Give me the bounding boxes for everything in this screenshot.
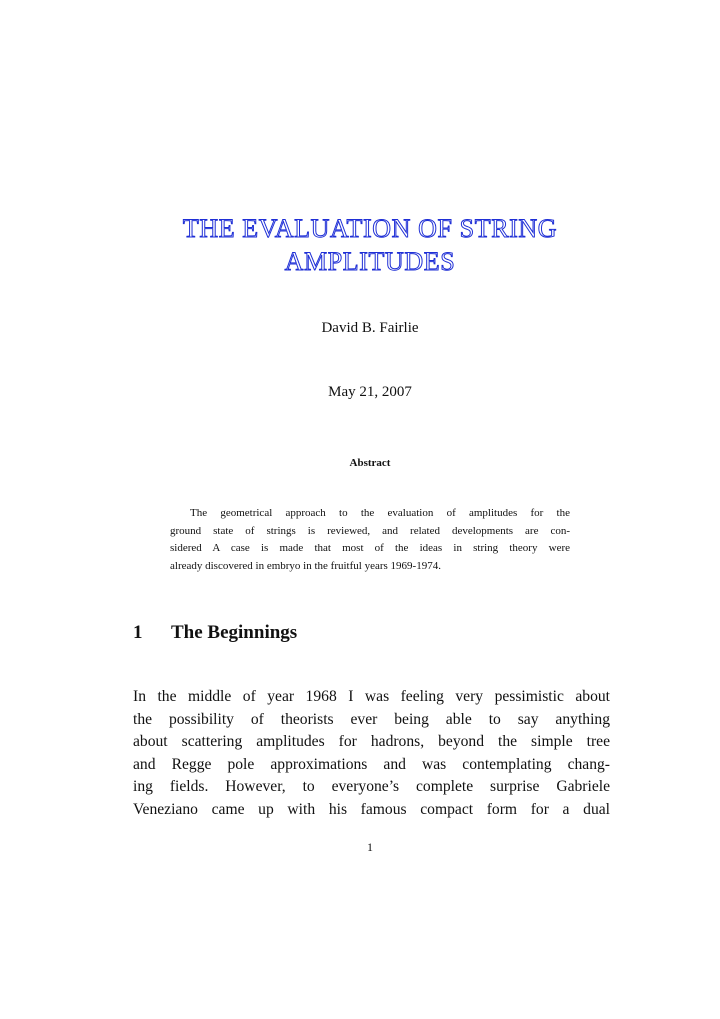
body-line: Veneziano came up with his famous compact form for a dual bbox=[133, 800, 610, 818]
body-paragraph bbox=[133, 686, 610, 822]
abstract-heading: Abstract bbox=[349, 457, 391, 469]
body-line: the possibility of theorists ever being able to say anything bbox=[133, 710, 610, 728]
publication-date: May 21, 2007 bbox=[328, 384, 412, 400]
paper-title-line-2: AMPLITUDES bbox=[284, 247, 456, 276]
body-line: ing fields. However, to everyone’s complete surprise Gabriele bbox=[133, 778, 610, 796]
abstract-body bbox=[170, 505, 570, 575]
abstract-line: ground state of strings is reviewed, and related developments are con- bbox=[170, 524, 570, 537]
section-title: The Beginnings bbox=[171, 622, 298, 643]
paper-title-line-1: THE EVALUATION OF STRING bbox=[182, 214, 558, 243]
body-line: about scattering amplitudes for hadrons, beyond the simple tree bbox=[133, 733, 610, 751]
author-name: David B. Fairlie bbox=[321, 320, 419, 336]
page-number: 1 bbox=[367, 840, 373, 854]
section-number: 1 bbox=[133, 622, 143, 643]
abstract-line: The geometrical approach to the evaluation of amplitudes for the bbox=[190, 507, 570, 519]
section-heading bbox=[133, 622, 297, 644]
abstract-line: sidered A case is made that most of the ideas in string theory were bbox=[170, 542, 570, 555]
abstract-line: already discovered in embryo in the fruitful years 1969-1974. bbox=[170, 559, 441, 572]
body-line: and Regge pole approximations and was contemplating chang- bbox=[133, 755, 610, 773]
body-line: In the middle of year 1968 I was feeling very pessimistic about bbox=[133, 688, 610, 705]
